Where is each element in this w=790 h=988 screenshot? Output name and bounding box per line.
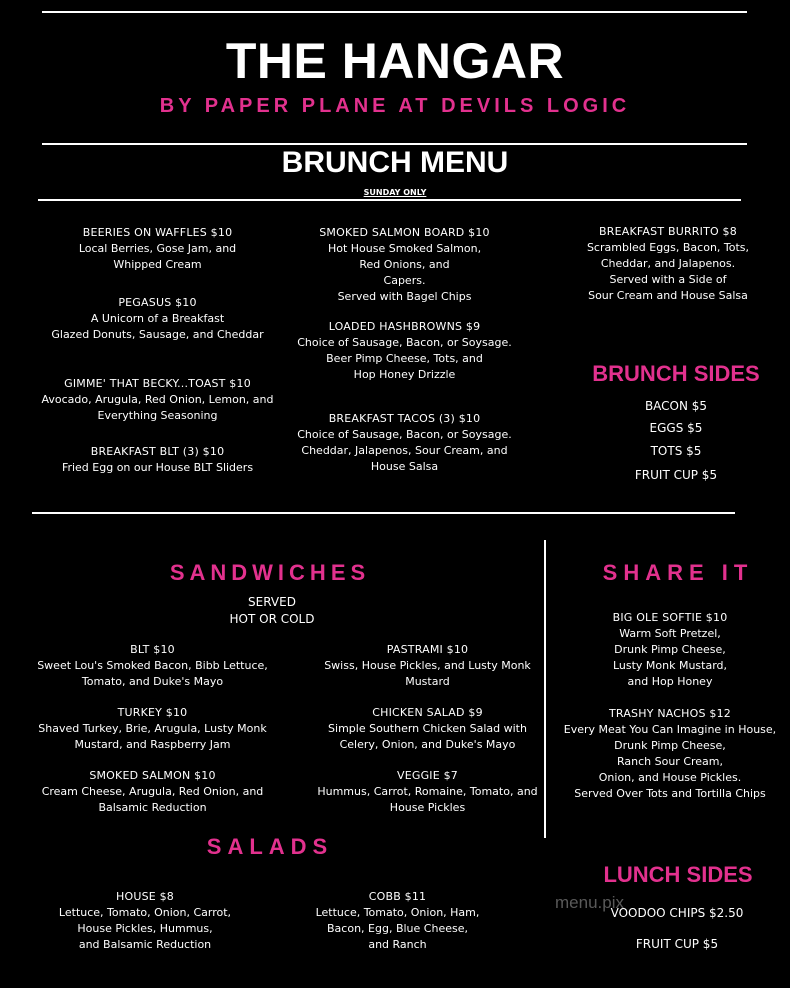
menu-item	[20, 225, 295, 273]
item-name: TRASHY NACHOS $12	[609, 707, 731, 720]
share-it-heading: SHARE IT	[602, 560, 754, 585]
item-name: GIMME' THAT BECKY...TOAST $10	[64, 377, 251, 390]
item-description: Lettuce, Tomato, Onion, Ham, Bacon, Egg, Blue Cheese, and Ranch	[315, 906, 480, 951]
watermark: menu.pix	[555, 893, 624, 912]
item-name: BEERIES ON WAFFLES $10	[82, 226, 233, 239]
item-description: Hot House Smoked Salmon, Red Onions, and Capers. Served with Bagel Chips	[327, 242, 482, 303]
item-description: Fried Egg on our House BLT Sliders	[61, 461, 254, 474]
menu-item	[282, 225, 527, 305]
item-description: Local Berries, Gose Jam, and Whipped Cream	[78, 242, 237, 271]
lunch-sides-heading: LUNCH SIDES	[603, 862, 753, 887]
brunch-side-item: TOTS $5	[650, 444, 702, 458]
menu-item	[20, 376, 295, 424]
sandwiches-heading: SANDWICHES	[169, 560, 371, 585]
lunch-side-item: FRUIT CUP $5	[635, 937, 719, 951]
item-description: Simple Southern Chicken Salad with Celery, Onion, and Duke's Mayo	[328, 722, 527, 751]
item-description: Cream Cheese, Arugula, Red Onion, and Balsamic Reduction	[41, 785, 264, 814]
brunch-rule	[38, 199, 741, 201]
item-name: BREAKFAST TACOS (3) $10	[328, 412, 481, 425]
brunch-sides-heading: BRUNCH SIDES	[592, 361, 760, 386]
page-title: THE HANGAR	[225, 33, 565, 89]
menu-item	[15, 705, 290, 753]
item-name: SMOKED SALMON BOARD $10	[319, 226, 490, 239]
brunch-side-item: FRUIT CUP $5	[634, 468, 718, 482]
item-name: TURKEY $10	[117, 706, 188, 719]
menu-item	[300, 705, 555, 753]
header-rule	[42, 143, 747, 145]
item-description: Warm Soft Pretzel, Drunk Pimp Cheese, Lusty Monk Mustard, and Hop Honey	[612, 627, 728, 688]
menu-item	[15, 768, 290, 816]
item-name: PASTRAMI $10	[386, 643, 469, 656]
item-name: VEGGIE $7	[396, 769, 458, 782]
menu-item	[300, 768, 555, 816]
lunch-side-item: VOODOO CHIPS $2.50	[610, 906, 744, 920]
page-subtitle: BY PAPER PLANE AT DEVILS LOGIC	[159, 95, 631, 117]
item-name: BIG OLE SOFTIE $10	[612, 611, 728, 624]
menu-item	[30, 889, 260, 953]
item-name: BLT $10	[130, 643, 175, 656]
brunch-menu-title: BRUNCH MENU	[281, 146, 509, 179]
middle-rule	[32, 512, 735, 514]
item-name: BREAKFAST BLT (3) $10	[90, 445, 225, 458]
menu-item	[551, 706, 789, 802]
item-name: COBB $11	[368, 890, 427, 903]
item-description: A Unicorn of a Breakfast Glazed Donuts, Sausage, and Cheddar	[51, 312, 264, 341]
item-name: LOADED HASHBROWNS $9	[328, 320, 481, 333]
item-description: Scrambled Eggs, Bacon, Tots, Cheddar, and Jalapenos. Served with a Side of Sour Cream and House Salsa	[586, 241, 750, 302]
menu-item	[285, 889, 510, 953]
item-description: Avocado, Arugula, Red Onion, Lemon, and Everything Seasoning	[41, 393, 274, 422]
item-description: Shaved Turkey, Brie, Arugula, Lusty Monk Mustard, and Raspberry Jam	[38, 722, 267, 751]
brunch-side-item: EGGS $5	[649, 421, 703, 435]
served-note: SERVED HOT OR COLD	[229, 595, 315, 626]
item-description: Hummus, Carrot, Romaine, Tomato, and House Pickles	[317, 785, 538, 814]
menu-item	[20, 295, 295, 343]
item-description: Swiss, House Pickles, and Lusty Monk Mustard	[324, 659, 531, 688]
sunday-only-note: SUNDAY ONLY	[363, 188, 427, 197]
menu-item	[300, 642, 555, 690]
menu-item	[20, 444, 295, 476]
item-description: Choice of Sausage, Bacon, or Soysage. Beer Pimp Cheese, Tots, and Hop Honey Drizzle	[297, 336, 512, 381]
menu-item	[568, 224, 768, 304]
item-description: Every Meat You Can Imagine in House, Drunk Pimp Cheese, Ranch Sour Cream, Onion, and House Pickles. Served Over Tots and Tortilla Chips	[563, 723, 777, 800]
item-name: HOUSE $8	[115, 890, 174, 903]
item-name: SMOKED SALMON $10	[89, 769, 216, 782]
menu-item	[15, 642, 290, 690]
item-description: Lettuce, Tomato, Onion, Carrot, House Pickles, Hummus, and Balsamic Reduction	[58, 906, 232, 951]
item-name: PEGASUS $10	[118, 296, 197, 309]
item-name: BREAKFAST BURRITO $8	[599, 225, 737, 238]
menu-item	[282, 411, 527, 475]
brunch-side-item: BACON $5	[644, 399, 708, 413]
top-rule	[42, 11, 747, 13]
item-description: Sweet Lou's Smoked Bacon, Bibb Lettuce, Tomato, and Duke's Mayo	[37, 659, 268, 688]
menu-item	[551, 610, 789, 690]
item-name: CHICKEN SALAD $9	[372, 706, 483, 719]
item-description: Choice of Sausage, Bacon, or Soysage. Cheddar, Jalapenos, Sour Cream, and House Salsa	[297, 428, 512, 473]
salads-heading: SALADS	[206, 834, 334, 859]
menu-item	[282, 319, 527, 383]
